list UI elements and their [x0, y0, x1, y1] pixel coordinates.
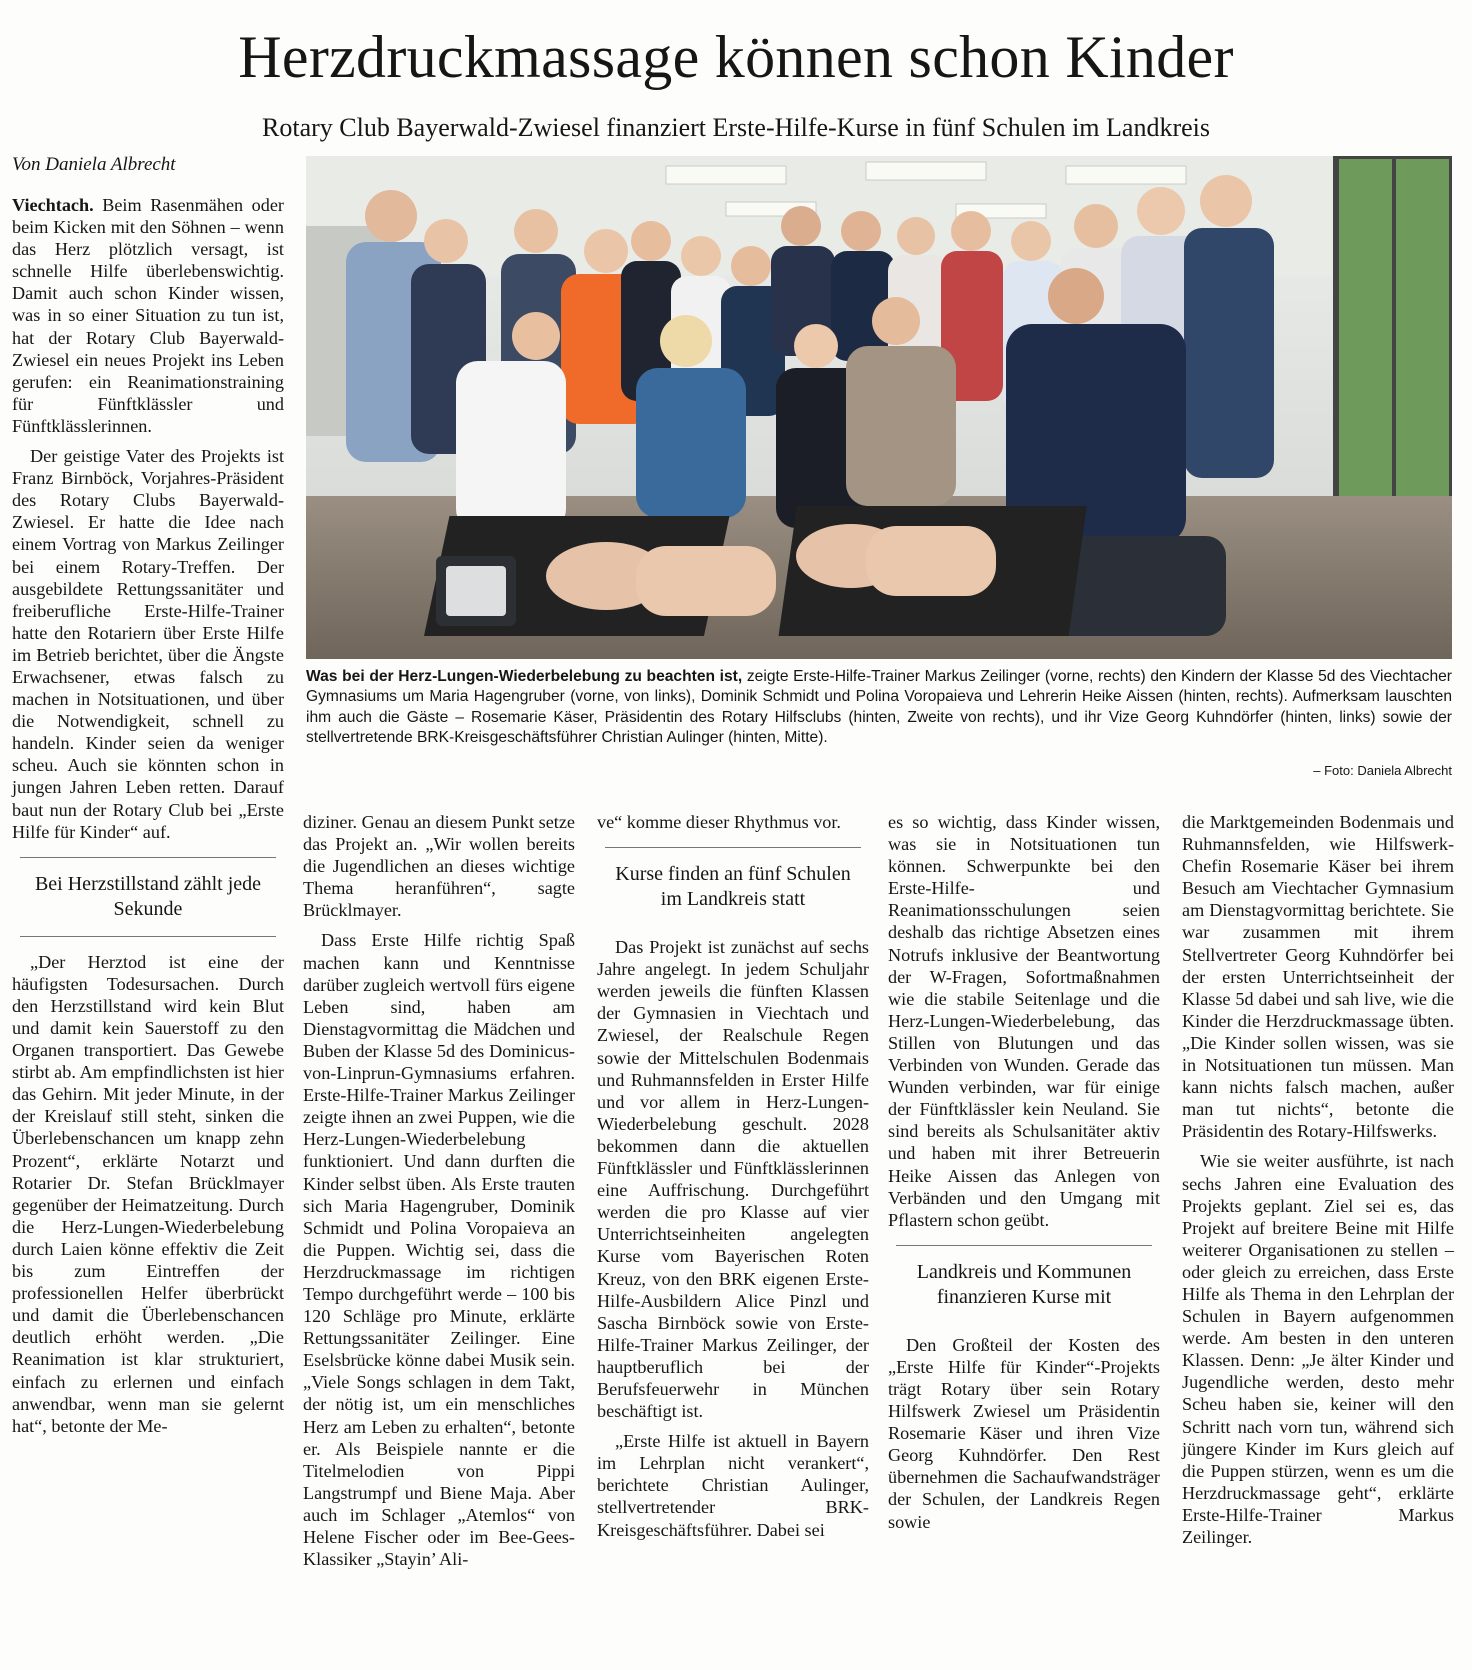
subheadline: Rotary Club Bayerwald-Zwiesel finanziert Erste-Hilfe-Kurse in fünf Schulen im Landkreis — [262, 113, 1210, 142]
dateline: Viechtach. — [12, 195, 94, 215]
article-column-3 — [597, 811, 869, 1549]
paragraph: es so wichtig, dass Kinder wissen, was sie in Notsituationen tun können. Schwerpunkte bei den Erste-Hilfe- und Reanimationsschulungen seien deshalb das richtige Absetzen eines Notrufs inklusive der Beantwortung der W-Fragen, Sofortmaßnahmen wie die stabile Seitenlage und die Herz-Lungen-Wiederbelebung, das Stillen von Blutungen und das Verbinden von Wunden. Gerade das Wunden verbinden, war für einige der Fünftklässler kein Neuland. Sie sind bereits als Schulsanitäter aktiv und haben mit ihrer Betreuerin Heike Aissen das Anlegen von Verbänden und den Umgang mit Pflastern schon geübt. — [888, 812, 1160, 1230]
paragraph: diziner. Genau an diesem Punkt setze das Projekt an. „Wir wollen bereits die Jugendlichen an dieses wichtige Thema heranführen“, sagte Brücklmayer. — [303, 812, 575, 921]
article-column-5 — [1182, 811, 1454, 1556]
byline: Von Daniela Albrecht — [12, 154, 176, 175]
caption-text: zeigte Erste-Hilfe-Trainer Markus Zeilinger (vorne, rechts) den Kindern der Klasse 5d des Viechtacher Gymnasiums um Maria Hagengruber (vorne, von links), Dominik Schmidt und Polina Voropaieva und Lehrerin Heike Aissen (hinten, rechts). Aufmerksam lauschten ihm auch die Gäste – Rosemarie Käser, Präsidentin des Rotary Hilfsclubs (hinten, Zweite von rechts), und ihr Vize Georg Kuhndörfer (hinten, links) sowie der stellvertretende BRK-Kreisgeschäftsführer Christian Aulinger (hinten, Mitte). — [306, 668, 1453, 747]
photo-credit: – Foto: Daniela Albrecht — [1313, 763, 1452, 778]
section-heading: Bei Herzstillstand zählt jede Sekunde — [20, 857, 276, 937]
article-photo — [306, 156, 1452, 659]
paragraph: „Der Herztod ist eine der häufigsten Todesursachen. Durch den Herzstillstand wird kein Blut und damit kein Sauerstoff zu den Organen transportiert. Das Gewebe stirbt ab. Am empfindlichsten ist hier das Gehirn. Mit jeder Minute, in der der Kreislauf still steht, sinken die Überlebenschancen um knapp zehn Prozent“, erklärte Notarzt und Rotarier Dr. Stefan Brücklmayer gegenüber der Heimatzeitung. Durch die Herz-Lungen-Wiederbelebung durch Laien könne effektiv die Zeit bis zum Eintreffen der professionellen Helfer überbrückt und damit die Überlebenschancen deutlich erhöht werden. „Die Reanimation ist klar strukturiert, einfach zu erlernen und einfach anwendbar, wenn man sie gelernt hat“, betonte der Me- — [12, 951, 284, 1436]
photo-caption — [306, 667, 1452, 749]
paragraph: „Erste Hilfe ist aktuell in Bayern im Lehrplan nicht verankert“, berichtete Christian Aulinger, stellvertretender BRK-Kreisgeschäftsführer. Dabei sei — [597, 1431, 869, 1540]
paragraph: ve“ komme dieser Rhythmus vor. — [597, 812, 841, 832]
section-heading: Kurse finden an fünf Schulen im Landkreis statt — [605, 847, 861, 912]
article-column-2 — [303, 811, 575, 1578]
headline: Herzdruckmassage können schon Kinder — [238, 24, 1234, 90]
paragraph: die Marktgemeinden Bodenmais und Ruhmannsfelden, wie Hilfswerk-Chefin Rosemarie Käser bei ihrem Besuch am Viechtacher Gymnasium am Dienstagvormittag berichtete. Sie war zusammen mit ihrem Stellvertreter Georg Kuhndörfer bei der ersten Unterrichtseinheit der Klasse 5d dabei und sah live, wie die Kinder die Herzdruckmassage übten. „Die Kinder sollen wissen, was sie in Notsituationen tun müssen. Man kann nichts falsch machen, außer man tut nichts“, betonte die Präsidentin des Rotary-Hilfswerks. — [1182, 812, 1454, 1142]
section-heading: Landkreis und Kommunen finanzieren Kurse mit — [896, 1245, 1152, 1310]
paragraph: Den Großteil der Kosten des „Erste Hilfe für Kinder“-Projekts trägt Rotary über sein Rotary Hilfswerk Zwiesel um Präsidentin Rosemarie Käser und ihren Vize Georg Kuhndörfer. Den Rest übernehmen die Sachaufwandsträger der Schulen, der Landkreis Regen sowie — [888, 1334, 1160, 1532]
article-column-1 — [12, 194, 284, 1445]
paragraph: Dass Erste Hilfe richtig Spaß machen kann und Kenntnisse darüber zugleich wertvoll fürs eigene Leben sind, haben am Dienstagvormittag die Mädchen und Buben der Klasse 5d des Dominicus-von-Linprun-Gymnasiums erfahren. Erste-Hilfe-Trainer Markus Zeilinger zeigte ihnen an zwei Puppen, wie die Herz-Lungen-Wiederbelebung funktioniert. Und dann durften die Kinder selbst üben. Als Erste trauten sich Maria Hagengruber, Dominik Schmidt und Polina Voropaieva an die Puppen. Wichtig sei, dass die Herzdruckmassage im richtigen Tempo durchgeführt werde – 100 bis 120 Schläge pro Minute, erklärte Rettungssanitäter Zeilinger. Eine Eselsbrücke könne dabei Musik sein. „Viele Songs schlagen in dem Takt, der nötig ist, um ein menschliches Herz am Leben zu erhalten“, betonte er. Als Beispiele nannte er die Titelmelodien von Pippi Langstrumpf und Biene Maja. Aber auch im Schlager „Atemlos“ von Helene Fischer oder im Bee-Gees-Klassiker „Stayin’ Ali- — [303, 930, 575, 1570]
caption-lead: Was bei der Herz-Lungen-Wiederbelebung zu beachten ist, — [306, 668, 743, 685]
article-column-4 — [888, 811, 1160, 1541]
paragraph: Wie sie weiter ausführte, ist nach sechs Jahren eine Evaluation des Projekts geplant. Ziel sei es, das Projekt auf breitere Beine mit Hilfe weiterer Organisationen zu stellen – oder gleich zu erreichen, dass Erste Hilfe als Thema in den Lehrplan der Schulen in Bayern aufgenommen werde. Am besten in den unteren Klassen. Denn: „Je älter Kinder und Jugendliche werden, desto mehr Scheu haben sie, keiner will den Schritt nach vorn tun, während sich jüngere Kinder im Kurs gleich auf die Puppen stürzen, wenn es um die Herzdruckmassage geht“, erklärte Erste-Hilfe-Trainer Markus Zeilinger. — [1182, 1151, 1454, 1547]
paragraph: Der geistige Vater des Projekts ist Franz Birnböck, Vorjahres-Präsident des Rotary Clubs Bayerwald-Zwiesel. Er hatte die Idee nach einem Vortrag von Markus Zeilinger bei einem Rotary-Treffen. Der ausgebildete Rettungssanitäter und freiberufliche Erste-Hilfe-Trainer hatte den Rotariern über Erste Hilfe im Betrieb berichtet, über die Ängste Erwachsener, etwas falsch zu machen in Notsituationen, und über die Notwendigkeit, schnell zu handeln. Kinder seien da weniger scheu. Auch sie könnten schon in jungen Jahren Leben retten. Darauf baut nun der Rotary Club bei „Erste Hilfe für Kinder“ auf. — [12, 446, 284, 842]
intro-text: Beim Rasenmähen oder beim Kicken mit den Söhnen – wenn das Herz plötzlich versagt, ist schnelle Hilfe überlebenswichtig. Damit auch schon Kinder wissen, was in so einer Situation zu tun ist, hat der Rotary Club Bayerwald-Zwiesel ein neues Projekt ins Leben gerufen: ein Reanimationstraining für Fünftklässler und Fünftklässlerinnen. — [12, 195, 284, 436]
cpr-training-photo — [306, 156, 1452, 659]
paragraph: Das Projekt ist zunächst auf sechs Jahre angelegt. In jedem Schuljahr werden jeweils die fünften Klassen der Gymnasien in Viechtach und Zwiesel, der Realschule Regen sowie der Mittelschulen Bodenmais und Ruhmannsfelden in Erster Hilfe und vor allem in Herz-Lungen-Wiederbelebung geschult. 2028 bekommen dann die aktuellen Fünftklässler und Fünftklässlerinnen eine Auffrischung. Durchgeführt werden die pro Klasse auf vier Unterrichtseinheiten angelegten Kurse vom Bayerischen Roten Kreuz, von den BRK eigenen Erste-Hilfe-Ausbildern Alice Pinzl und Sascha Birnböck sowie von Erste-Hilfe-Trainer Markus Zeilinger, der hauptberuflich bei der Berufsfeuerwehr in München beschäftigt ist. — [597, 937, 869, 1422]
intro-paragraph — [12, 194, 284, 437]
